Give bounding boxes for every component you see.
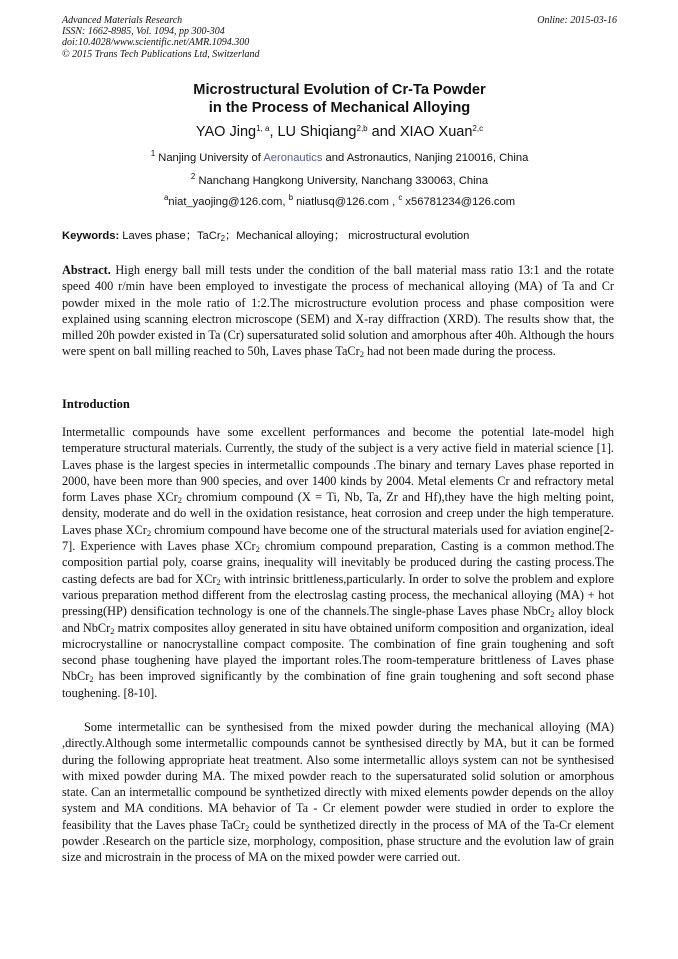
paper-title [62, 81, 617, 117]
author-2-sup: 2,b [356, 124, 368, 133]
doi-line: doi:10.4028/www.scientific.net/AMR.1094.300 [62, 37, 250, 49]
keyword-2: ；Mechanical alloying； microstructural evolution [225, 230, 470, 242]
online-date: Online: 2015-03-16 [537, 15, 617, 26]
keywords-label: Keywords: [62, 230, 120, 242]
p1-sub-6: 2 [110, 625, 115, 636]
introduction-heading: Introduction [62, 397, 130, 411]
author-3-sup: 2,c [472, 124, 484, 133]
email-a: niat_yaojing@126.com, [168, 196, 289, 208]
p1-h: has been improved significantly by the combination of fine grain toughening and soft second phase toughening. [8-10]. [62, 669, 614, 700]
journal-header [62, 15, 617, 60]
abstract-text-b: had not been made during the process. [363, 344, 556, 359]
p1-f: alloy block and NbCr [62, 604, 615, 635]
email-b: niatlusq@126.com , [293, 196, 399, 208]
intro-paragraph-1 [62, 424, 614, 701]
email-a-sup: a [163, 193, 169, 202]
author-sep-2: and XIAO Xuan [367, 124, 473, 140]
keyword-1-sub: 2 [220, 234, 226, 243]
copyright-line: © 2015 Trans Tech Publications Ltd, Switzerland [62, 48, 260, 60]
p1-a: Intermetallic compounds have some excellent performances and become the potential late-model high temperature structural materials. Currently, the study of the subject is a very active field in material science [1]. Laves phase is the largest species in intermetallic compounds .The binary and ternary Laves phase reported in 2000, have been more than 900 species, and over 1400 kinds by 2004. Metal elements Cr and refractory metal form Laves phase XCr [62, 425, 614, 505]
p2-b: could be synthetized directly in the process of MA of the Ta-Cr element powder .Research on the particle size, morphology, composition, phase structure and the evolution law of grain size and microstrain in the process of MA on the mixed powder were carried out. [62, 817, 614, 865]
affiliation-1-text-b: and Astronautics, Nanjing 210016, China [322, 152, 529, 164]
issn-line: ISSN: 1662-8985, Vol. 1094, pp 300-304 [62, 26, 225, 38]
affiliation-1 [62, 151, 617, 165]
author-sep-1: , LU Shiqiang [269, 124, 357, 140]
author-1-sup: 1, a [256, 124, 270, 133]
email-b-sup: b [288, 193, 294, 202]
p1-sub-1: 2 [177, 495, 182, 506]
abstract-text-a: High energy ball mill tests under the condition of the ball material mass ratio 13:1 and the rotate speed 400 r/min have been employed to investigate the process of mechanical alloying (MA) of Ta and Cr powder mixed in the mole ratio of 1:2.The microstructure evolution process and phase composition were explained using scanning electron microscope (SEM) and X-ray diffraction (XRD). The results show that, the milled 20h powder existed in Ta (Cr) supersaturated solid solution and amorphous after 40h. Although the hours were spent on ball milling reached to 50h, Laves phase TaCr [62, 263, 614, 359]
email-line [62, 195, 617, 209]
p1-d: chromium compound preparation, Casting is a common method.The composition partial poly, coarse grains, inequality will inevitably be produced during the casting process.The casting defects are bad for XCr [62, 539, 614, 586]
affiliation-1-aeronautics: Aeronautics [263, 152, 323, 164]
p1-sub-7: 2 [89, 674, 94, 685]
email-c-sup: c [398, 193, 403, 202]
p2-a: Some intermetallic can be synthesised from the mixed powder during the mechanical alloying (MA) ,directly.Although some intermetallic compounds cannot be synthesised directly by MA, but it can be formed during the following appropriate heat treatment. Also some intermetallic alloys system can not be synthesised with mixed powder during MA. The mixed powder reach to the supersaturated solid solution or amorphous state. Can an intermetallic compound be synthetized directly with mixed elements powder depends on the alloy system and MA conditions. MA behavior of Ta - Cr element powder were studied in order to explore the feasibility that the Laves phase TaCr [62, 720, 614, 832]
keywords [62, 229, 617, 243]
affiliation-2 [62, 174, 617, 188]
author-list [62, 123, 617, 141]
p1-c: chromium compound have become one of the structural materials used for aviation engine[2-7]. Experience with Laves phase XCr [62, 522, 614, 554]
affiliation-2-sup: 2 [190, 172, 196, 181]
title-line-1: Microstructural Evolution of Cr-Ta Powder [193, 82, 486, 98]
abstract [62, 262, 614, 360]
author-1: YAO Jing [195, 124, 257, 140]
p1-g: matrix composites alloy generated in situ have obtained uniform composition and organization, ideal microcrystalline or nanocrystalline compact composite. The combination of fine grain toughening and soft second phase toughening have played the important roles.The room-temperature brittleness of Laves phase NbCr [62, 620, 614, 684]
p1-sub-4: 2 [216, 576, 221, 587]
intro-paragraph-2 [62, 719, 614, 866]
abstract-label: Abstract. [62, 263, 111, 277]
affiliation-1-text-a: Nanjing University of [155, 152, 264, 164]
p1-b: chromium compound (X = Ti, Nb, Ta, Zr and Hf),they have the high melting point, density, moderate and do well in the oxidation resistance, heat corrosion and creep under the high temperature. Laves phase XCr [62, 490, 614, 537]
email-c: x56781234@126.com [402, 196, 516, 208]
affiliation-2-text: Nanchang Hangkong University, Nanchang 330063, China [195, 175, 489, 187]
keyword-1: Laves phase；TaCr [119, 230, 221, 242]
abstract-sub: 2 [359, 349, 364, 360]
affiliation-1-sup: 1 [150, 149, 156, 158]
p1-sub-2: 2 [146, 527, 152, 538]
title-line-2: in the Process of Mechanical Alloying [208, 100, 471, 116]
p1-e: with intrinsic brittleness,particularly. In order to solve the problem and explore various preparation method different from the electroslag casting process, the mechanical alloying (MA) + hot pressing(HP) densification technology is one of the channels.The single-phase Laves phase NbCr [62, 571, 614, 619]
p1-sub-3: 2 [255, 544, 260, 555]
journal-name: Advanced Materials Research [62, 15, 183, 26]
p2-sub: 2 [245, 822, 250, 833]
p1-sub-5: 2 [550, 609, 555, 620]
